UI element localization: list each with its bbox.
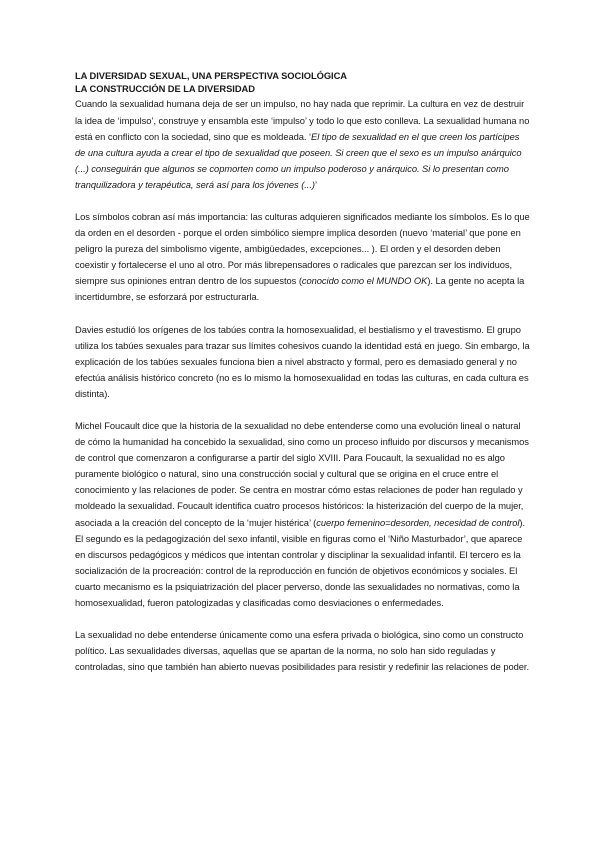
- paragraph-2-closing: ). La gente no acepta la incertidumbre, se esforzará por estructurarla.: [75, 276, 525, 303]
- paragraph-5-text: La sexualidad no debe entenderse únicamente como una esfera privada o biológica, sino como un constructo político. Las sexualidades diversas, aquellas que se apartan de la norma, no solo han sido reguladas y controladas, sino que también han abierto nuevas posibilidades para resistir y redefinir las relaciones de poder.: [75, 630, 530, 673]
- paragraph-2-italic: conocido como el MUNDO OK: [301, 276, 428, 287]
- paragraph-2-text: Los símbolos cobran así más importancia: las culturas adquieren significados mediante los símbolos. Es lo que da orden en el desorden - porque el orden simbólico siempre implica desorden (nuevo ‘material’ que pone en peligro la pureza del simbolismo vigente, ambigüedades, excepciones... ). El orden y el desorden deben coexistir y fortalecerse el uno al otro. Por más librepensadores o radicales que parezcan ser los individuos, siempre sus opiniones entran dentro de los supuestos (: [75, 211, 530, 287]
- paragraph-3: [75, 322, 531, 402]
- paragraph-1-closing: ’: [314, 179, 317, 190]
- paragraph-4: [75, 418, 531, 611]
- paragraph-2: [75, 209, 531, 306]
- paragraph-5: [75, 627, 531, 675]
- paragraph-1: [75, 96, 531, 193]
- document-body: [75, 70, 531, 691]
- paragraph-4-text: Michel Foucault dice que la historia de la sexualidad no debe entenderse como una evolución lineal o natural de cómo la humanidad ha concebido la sexualidad, sino como un proceso influido por discursos y mecanismos de control que comenzaron a configurarse a partir del siglo XVIII. Para Foucault, la sexualidad no es algo puramente biológico o natural, sino una construcción social y cultural que se origina en el cruce entre el conocimiento y las relaciones de poder. Se centra en mostrar cómo estas relaciones de poder han regulado y moldeado la sexualidad. Foucault identifica cuatro procesos históricos: la histerización del cuerpo de la mujer, asociada a la creación del concepto de la ‘mujer histérica’ (: [75, 421, 529, 528]
- paragraph-3-text: Davies estudió los orígenes de los tabúes contra la homosexualidad, el bestialismo y el travestismo. El grupo utiliza los tabúes sexuales para trazar sus límites cohesivos cuando la identidad está en juego. Sin embargo, la explicación de los tabúes sexuales funciona bien a nivel abstracto y formal, pero es demasiado general y no efectúa análisis histórico concreto (no es lo mismo la homosexualidad en todas las culturas, en cada cultura es distinta).: [75, 324, 530, 399]
- paragraph-1-text: Cuando la sexualidad humana deja de ser un impulso, no hay nada que reprimir. La cultura en vez de destruir la idea de ‘impulso’, construye y ensambla este ‘impulso’ y todo lo que esto conlleva. La sexualidad humana no está en conflicto con la sociedad, sino que es moldeada. ‘: [75, 99, 530, 142]
- paragraph-4-italic: cuerpo femenino=desorden, necesidad de control: [316, 517, 520, 528]
- paragraph-1-quote: El tipo de sexualidad en el que creen los partícipes de una cultura ayuda a crear el tipo de sexualidad que poseen. Si creen que el sexo es un impulso anárquico (...) conseguirán que algunos se copmorten como un impulso poderoso y anárquico. Si lo presentan como tranquilizadora y terapéutica, será así para los jóvenes (...): [75, 131, 522, 190]
- document-title-line-2: LA CONSTRUCCIÓN DE LA DIVERSIDAD: [75, 84, 255, 95]
- document-title-line-1: LA DIVERSIDAD SEXUAL, UNA PERSPECTIVA SOCIOLÓGICA: [75, 71, 348, 81]
- paragraph-4-closing: ). El segundo es la pedagogización del sexo infantil, visible en figuras como el ‘Niño Masturbador’, que aparece en discursos pedagógicos y médicos que intentan controlar y disciplinar la sexualidad infantil. El tercero es la socialización de la procreación: control de la reproducción en función de objetivos económicos y sociales. El cuarto mecanismo es la psiquiatrización del placer perverso, donde las sexualidades no normativas, como la homosexualidad, fueron patologizadas y clasificadas como desviaciones o enfermedades.: [75, 517, 525, 609]
